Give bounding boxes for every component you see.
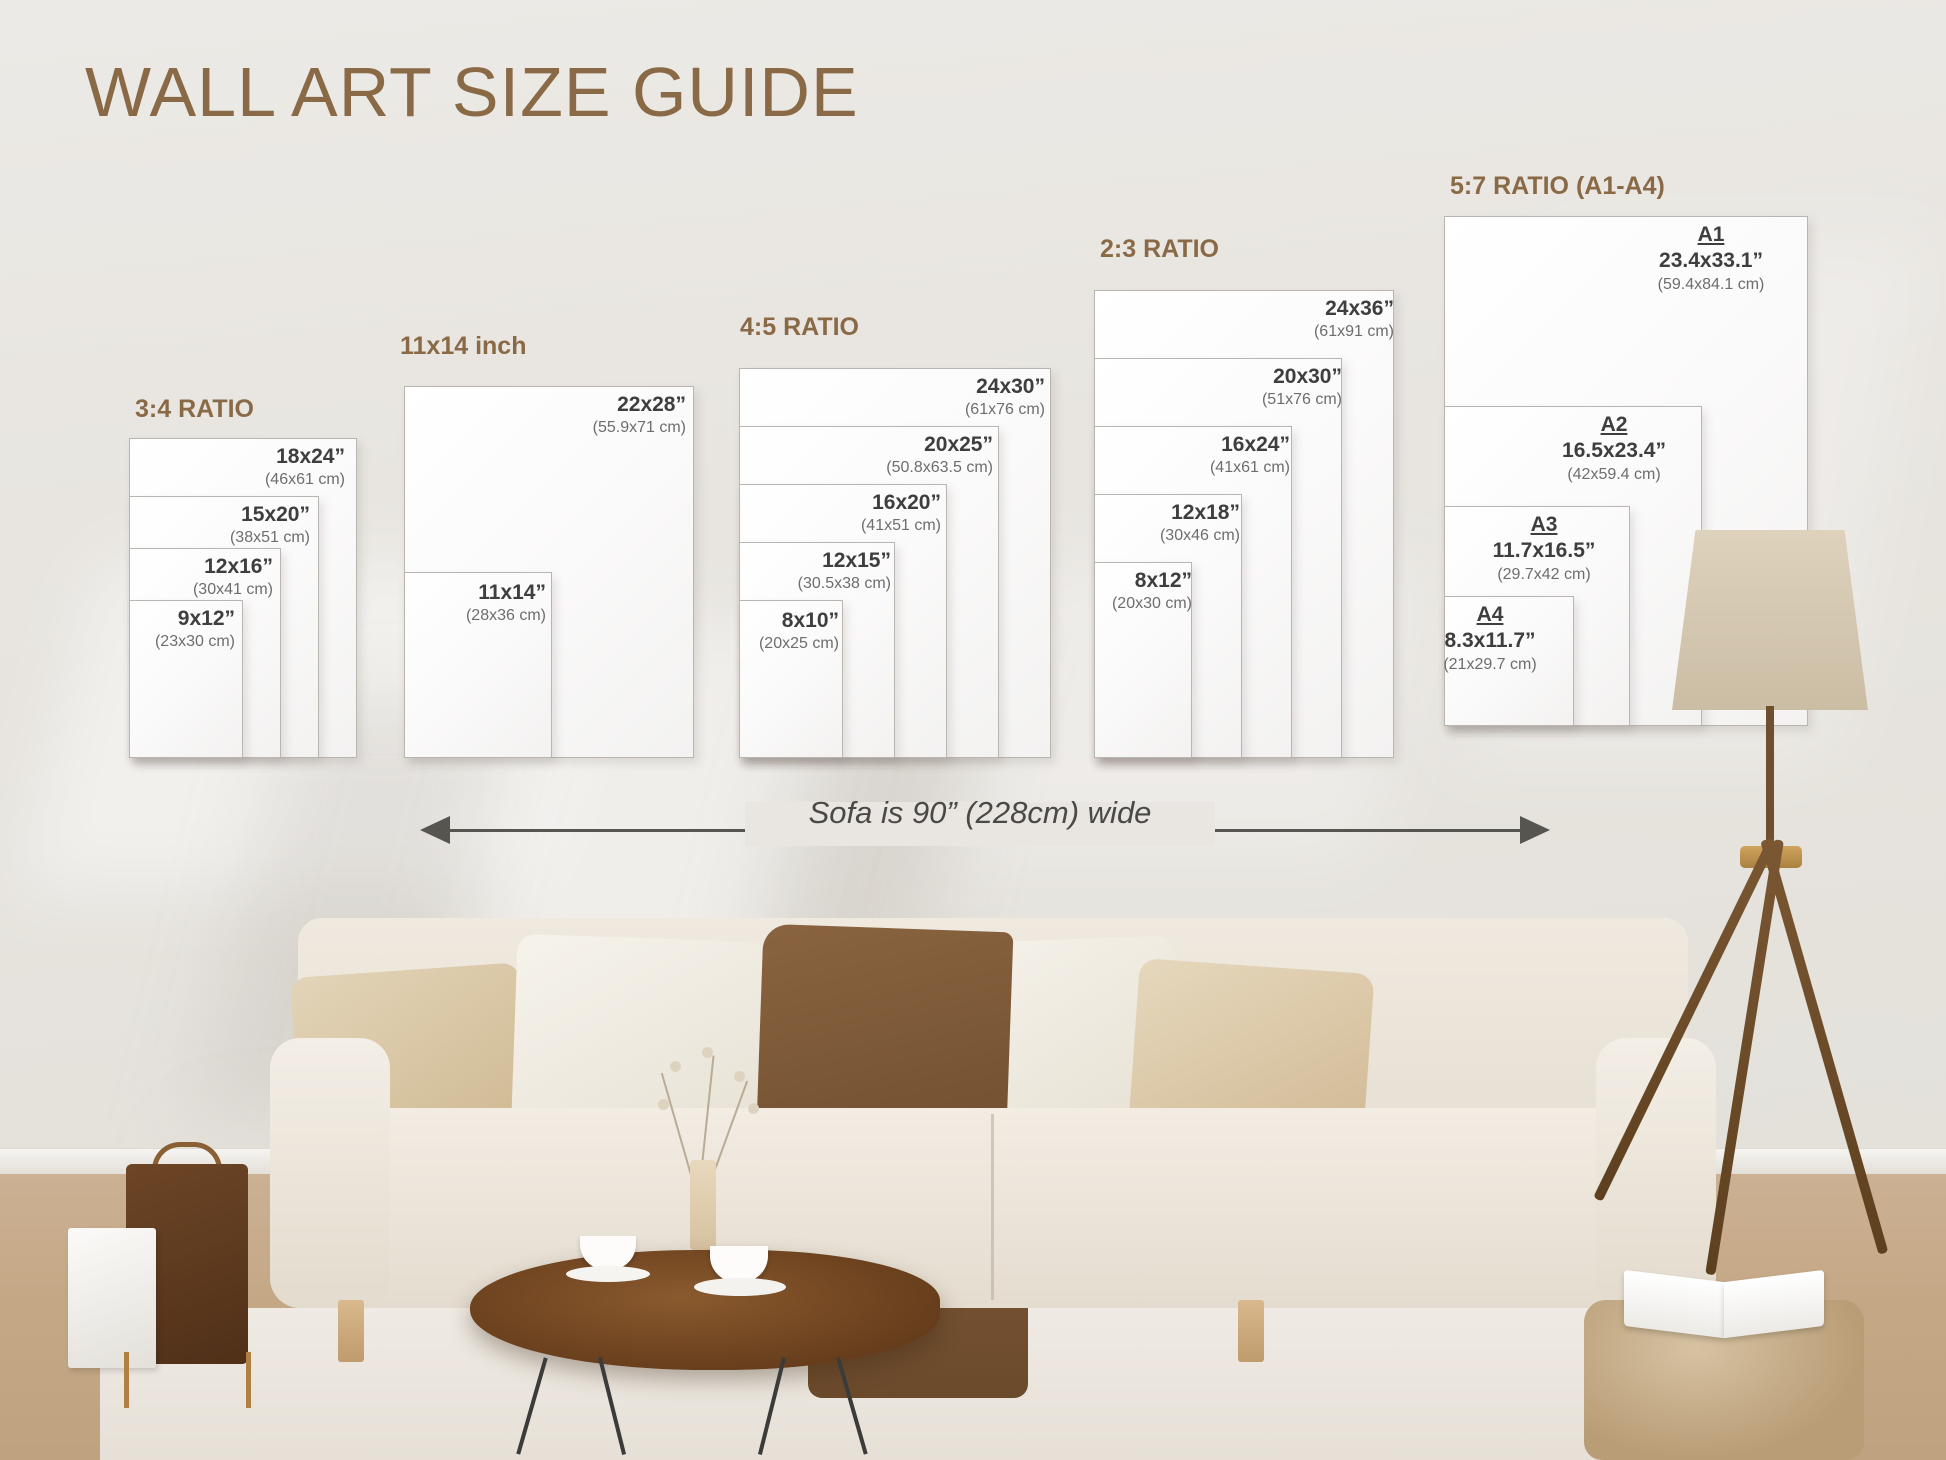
- page-title: WALL ART SIZE GUIDE: [85, 53, 859, 131]
- flower-stem: [700, 1056, 715, 1176]
- book-page-right: [1724, 1270, 1824, 1338]
- flower-stem: [661, 1073, 692, 1175]
- dried-flowers: [630, 1045, 790, 1175]
- sofa-arm-left: [270, 1038, 390, 1308]
- flower-stem: [712, 1081, 748, 1176]
- sofa-leg: [338, 1300, 364, 1362]
- label-9x12: 9x12” (23x30 cm): [154, 607, 235, 651]
- label-16x20: 16x20” (41x51 cm): [860, 491, 941, 535]
- label-11x14-size: 11x14” (28x36 cm): [465, 581, 546, 625]
- book-page-left: [1624, 1270, 1724, 1338]
- group-ratio-3-4: [125, 395, 385, 760]
- label-12x16: 12x16” (30x41 cm): [192, 555, 273, 599]
- flower-bud: [734, 1071, 745, 1082]
- label-18x24: 18x24” (46x61 cm): [264, 445, 345, 489]
- label-20x30: 20x30” (51x76 cm): [1261, 365, 1342, 409]
- flower-vase: [690, 1160, 716, 1250]
- arrow-head-left-icon: [420, 816, 450, 844]
- sofa-leg: [1238, 1300, 1264, 1362]
- sofa-seat-divider: [991, 1114, 994, 1300]
- group-inch-11x14: [400, 332, 700, 760]
- group-label-4-5: 4:5 RATIO: [740, 313, 859, 341]
- flower-bud: [702, 1047, 713, 1058]
- lamp-leg: [1760, 839, 1888, 1255]
- coffee-table: [470, 1250, 940, 1370]
- label-24x30: 24x30” (61x76 cm): [964, 375, 1045, 419]
- label-24x36: 24x36” (61x91 cm): [1313, 297, 1394, 341]
- table-leg: [516, 1357, 547, 1454]
- table-leg: [758, 1357, 786, 1455]
- flower-bud: [670, 1061, 681, 1072]
- group-ratio-4-5: [735, 313, 1055, 760]
- magazine-rack: [60, 1164, 260, 1394]
- rack-leg: [246, 1352, 251, 1408]
- arrow-head-right-icon: [1520, 816, 1550, 844]
- flower-bud: [748, 1103, 759, 1114]
- rack-leg: [124, 1352, 129, 1408]
- saucer: [694, 1278, 786, 1296]
- coffee-table-legs: [520, 1356, 860, 1460]
- group-ratio-2-3: [1090, 235, 1420, 760]
- lamp-pole: [1766, 706, 1774, 856]
- lamp-shade: [1672, 530, 1868, 710]
- label-a1: A1 23.4x33.1” (59.4x84.1 cm): [1657, 223, 1765, 293]
- label-a4: A4 8.3x11.7” (21x29.7 cm): [1443, 603, 1537, 673]
- group-label-5-7: 5:7 RATIO (A1-A4): [1450, 172, 1665, 200]
- group-label-3-4: 3:4 RATIO: [135, 395, 254, 423]
- label-20x25: 20x25” (50.8x63.5 cm): [886, 433, 993, 477]
- label-16x24: 16x24” (41x61 cm): [1209, 433, 1290, 477]
- flower-bud: [658, 1099, 669, 1110]
- saucer: [566, 1266, 650, 1282]
- label-a3: A3 11.7x16.5” (29.7x42 cm): [1492, 513, 1596, 583]
- group-label-2-3: 2:3 RATIO: [1100, 235, 1219, 263]
- label-8x10: 8x10” (20x25 cm): [758, 609, 839, 653]
- label-a2: A2 16.5x23.4” (42x59.4 cm): [1562, 413, 1666, 483]
- table-leg: [598, 1357, 626, 1455]
- magazines: [68, 1228, 156, 1368]
- label-22x28: 22x28” (55.9x71 cm): [592, 393, 686, 437]
- open-book: [1624, 1276, 1824, 1334]
- label-15x20: 15x20” (38x51 cm): [229, 503, 310, 547]
- label-12x18: 12x18” (30x46 cm): [1159, 501, 1240, 545]
- lamp-tripod-legs: [1650, 840, 1900, 1290]
- sofa-width-caption: Sofa is 90” (228cm) wide: [808, 795, 1152, 830]
- group-label-11x14: 11x14 inch: [400, 332, 527, 360]
- label-8x12: 8x12” (20x30 cm): [1111, 569, 1192, 613]
- label-12x15: 12x15” (30.5x38 cm): [797, 549, 891, 593]
